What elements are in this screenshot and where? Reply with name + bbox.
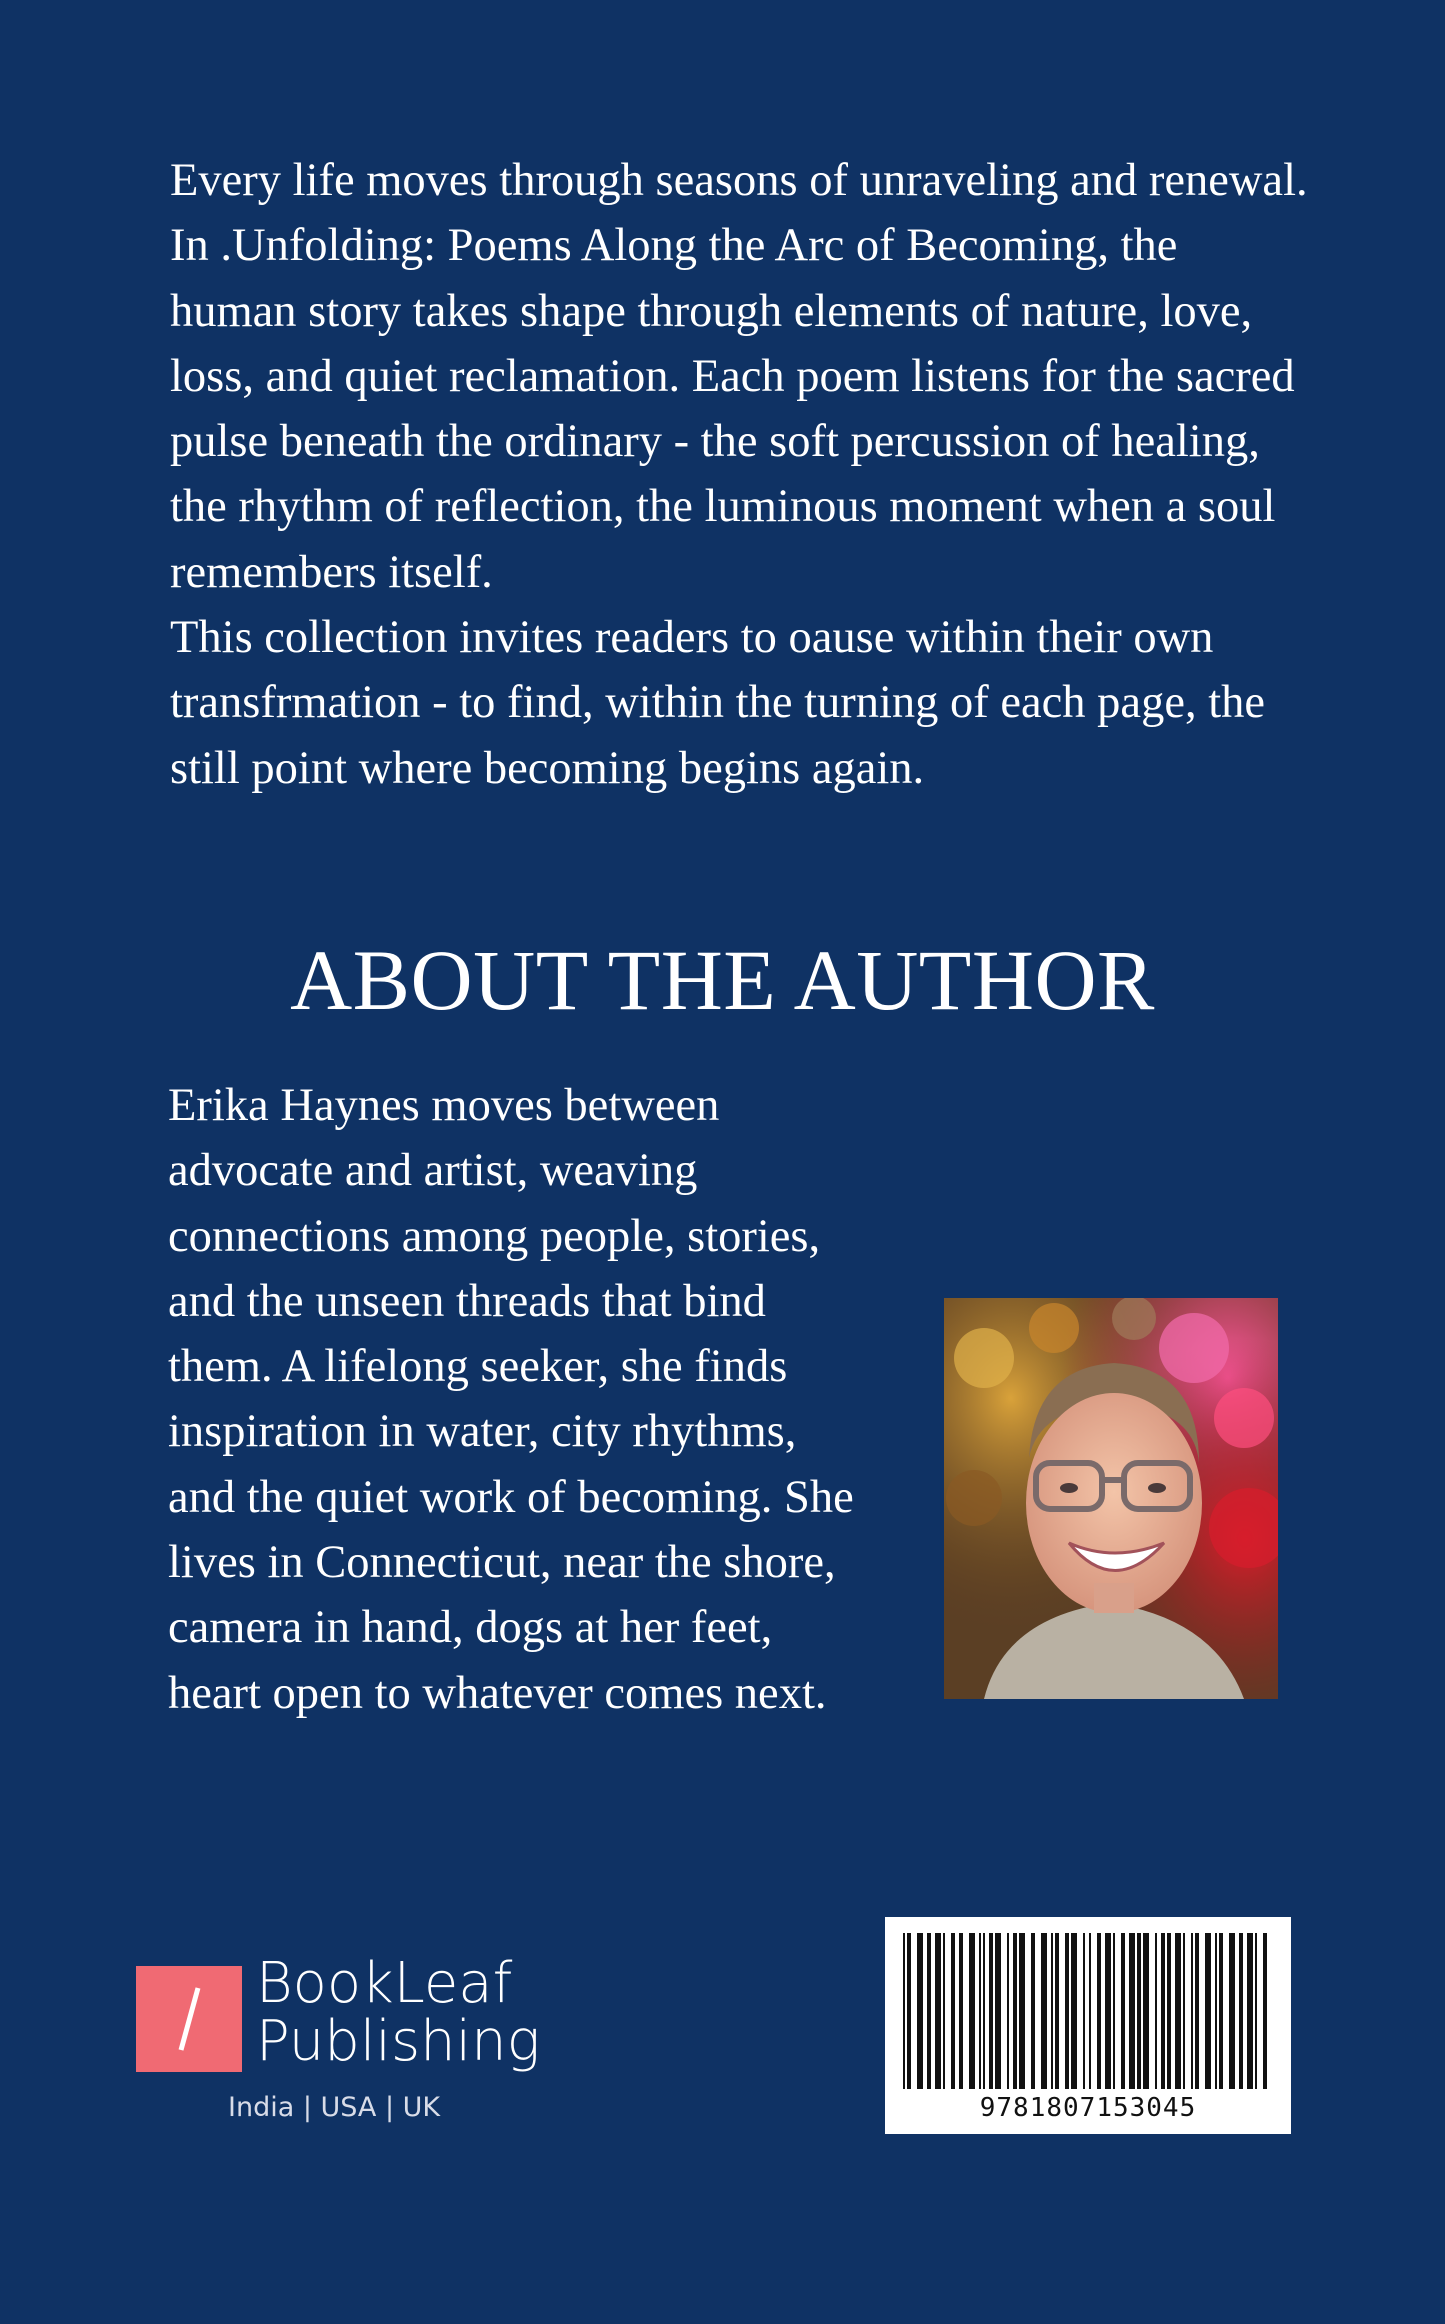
bio-line: advocate and artist, weaving: [168, 1145, 698, 1197]
barcode-bar: [903, 1933, 905, 2089]
author-photo-illustration: [944, 1298, 1278, 1699]
barcode-bar: [1195, 1933, 1199, 2089]
barcode-bar: [989, 1933, 993, 2089]
barcode-bar: [1263, 1933, 1267, 2089]
barcode-bar: [1019, 1933, 1025, 2089]
author-bio: [168, 1073, 928, 1726]
publisher-regions: India | USA | UK: [228, 2092, 441, 2123]
bio-line: them. A lifelong seeker, she finds: [168, 1341, 788, 1393]
barcode-bar: [1055, 1933, 1059, 2089]
about-author-heading: ABOUT THE AUTHOR: [290, 932, 1155, 1028]
barcode-bar: [907, 1933, 911, 2089]
barcode-bar: [1239, 1933, 1243, 2089]
barcode-bar: [1215, 1933, 1217, 2089]
barcode-bar: [1161, 1933, 1165, 2089]
blurb-paragraph-2: This collection invites readers to oause within their own transfrmation - to find, within the turning of each page, the still point where becoming begins again.: [170, 612, 1266, 794]
barcode-bar: [1255, 1933, 1257, 2089]
publisher-logo-mark: [136, 1966, 242, 2072]
publisher-name: [256, 1951, 541, 2074]
isbn-number: 9781807153045: [979, 2093, 1197, 2123]
publisher-name-line-1: BookLeaf: [256, 1951, 513, 2016]
barcode-bar: [1013, 1933, 1017, 2089]
barcode-bar: [1247, 1933, 1253, 2089]
barcode-bar: [1191, 1933, 1193, 2089]
bio-line: connections among people, stories,: [168, 1210, 821, 1262]
barcode-bar: [979, 1933, 981, 2089]
bio-line: and the unseen threads that bind: [168, 1275, 766, 1327]
slash-icon: [176, 1984, 202, 2054]
barcode-bar: [995, 1933, 1001, 2089]
barcode-bar: [1205, 1933, 1211, 2089]
barcode-bar: [1041, 1933, 1047, 2089]
isbn-barcode: [885, 1917, 1291, 2134]
barcode-bar: [951, 1933, 955, 2089]
barcode-bar: [1113, 1933, 1115, 2089]
barcode-bar: [1129, 1933, 1135, 2089]
barcode-bar: [1183, 1933, 1185, 2089]
barcode-bar: [1167, 1933, 1171, 2089]
barcode-bar: [1143, 1933, 1149, 2089]
bio-line: camera in hand, dogs at her feet,: [168, 1602, 773, 1654]
barcode-bar: [1175, 1933, 1181, 2089]
barcode-bar: [1219, 1933, 1223, 2089]
barcode-bar: [1121, 1933, 1125, 2089]
barcode-bar: [927, 1933, 931, 2089]
barcode-bar: [1105, 1933, 1111, 2089]
back-cover-blurb: [170, 148, 1310, 801]
barcode-bar: [917, 1933, 923, 2089]
author-photo: [944, 1298, 1278, 1699]
blurb-paragraph-1: Every life moves through seasons of unraveling and renewal. In .Unfolding: Poems Along the Arc of Becoming, the human story takes shape through elements of nature, love, loss, and quiet reclamation. Each poem listens for the sacred pulse beneath the ordinary - the soft percussion of healing, the rhythm of reflection, the luminous moment when a soul remembers itself.: [170, 155, 1308, 598]
barcode-bar: [935, 1933, 941, 2089]
bio-line: inspiration in water, city rhythms,: [168, 1406, 797, 1458]
barcode-bar: [1083, 1933, 1085, 2089]
barcode-bar: [1097, 1933, 1101, 2089]
barcode-bar: [1137, 1933, 1141, 2089]
barcode-bar: [1031, 1933, 1035, 2089]
barcode-bar: [1051, 1933, 1053, 2089]
barcode-bar: [1071, 1933, 1077, 2089]
barcode-bar: [1229, 1933, 1235, 2089]
bio-line: heart open to whatever comes next.: [168, 1667, 827, 1719]
barcode-bar: [983, 1933, 985, 2089]
bio-line: lives in Connecticut, near the shore,: [168, 1537, 836, 1589]
barcode-bar: [969, 1933, 975, 2089]
barcode-bar: [1065, 1933, 1069, 2089]
barcode-bar: [1155, 1933, 1157, 2089]
barcode-bar: [959, 1933, 963, 2089]
publisher-name-line-2: Publishing: [256, 2009, 541, 2074]
bio-line: Erika Haynes moves between: [168, 1080, 720, 1131]
barcode-bar: [943, 1933, 945, 2089]
barcode-bar: [1089, 1933, 1091, 2089]
barcode-bar: [1007, 1933, 1009, 2089]
bio-line: and the quiet work of becoming. She: [168, 1471, 854, 1523]
